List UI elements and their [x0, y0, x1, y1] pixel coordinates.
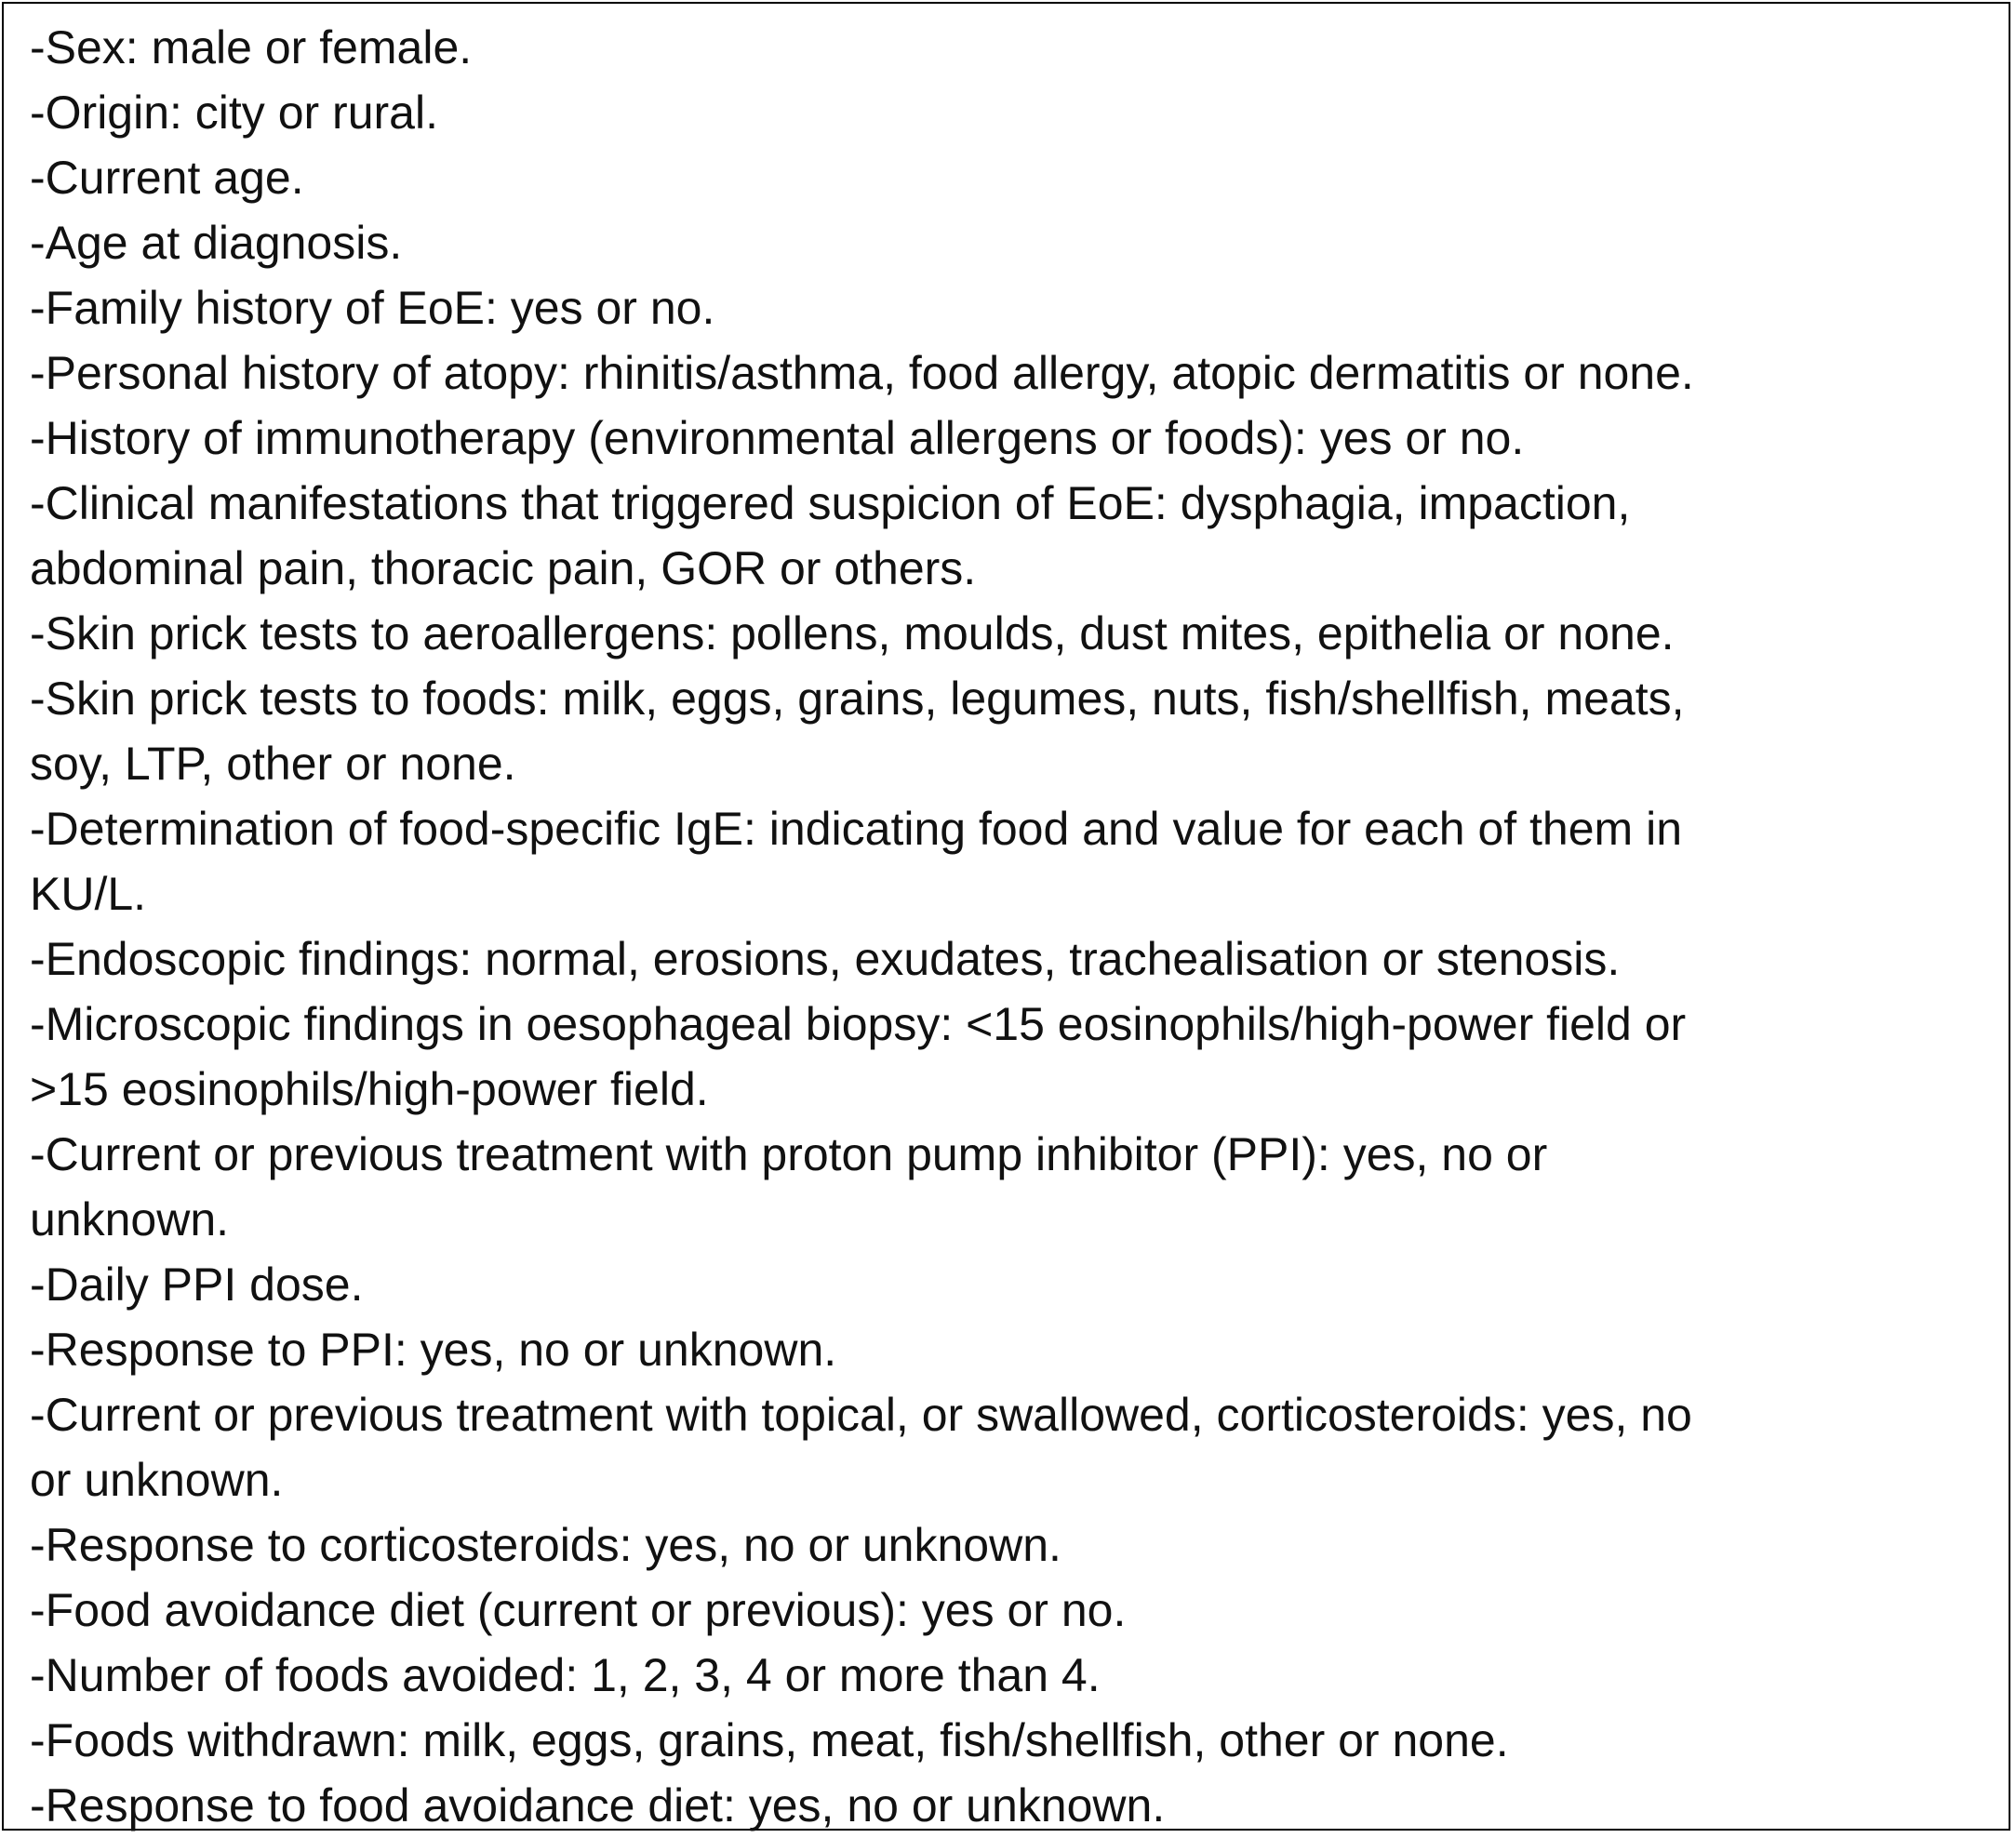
list-item-continuation: abdominal pain, thoracic pain, GOR or others.	[30, 542, 977, 594]
list-item: -Response to food avoidance diet: yes, no or unknown.	[30, 1779, 1166, 1831]
list-item: -Current or previous treatment with topical, or swallowed, corticosteroids: yes, no	[30, 1389, 1692, 1441]
list-item: -Current age.	[30, 152, 304, 204]
list-item: -Origin: city or rural.	[30, 87, 438, 139]
list-item: -Foods withdrawn: milk, eggs, grains, meat, fish/shellfish, other or none.	[30, 1714, 1509, 1766]
list-item: -Number of foods avoided: 1, 2, 3, 4 or more than 4.	[30, 1649, 1101, 1701]
list-item: -Family history of EoE: yes or no.	[30, 282, 715, 334]
list-item: -Personal history of atopy: rhinitis/asthma, food allergy, atopic dermatitis or none.	[30, 347, 1694, 399]
list-item-continuation: or unknown.	[30, 1454, 284, 1506]
list-item: -Skin prick tests to aeroallergens: pollens, moulds, dust mites, epithelia or none.	[30, 607, 1675, 659]
list-item: -History of immunotherapy (environmental allergens or foods): yes or no.	[30, 412, 1525, 464]
list-item: -Determination of food-specific IgE: indicating food and value for each of them in	[30, 803, 1683, 855]
document-frame	[2, 2, 2010, 1831]
list-item: -Microscopic findings in oesophageal biopsy: <15 eosinophils/high-power field or	[30, 998, 1687, 1050]
list-item: -Age at diagnosis.	[30, 217, 403, 269]
list-item: -Daily PPI dose.	[30, 1259, 364, 1311]
list-item: -Sex: male or female.	[30, 21, 473, 73]
list-item: -Skin prick tests to foods: milk, eggs, grains, legumes, nuts, fish/shellfish, meats,	[30, 673, 1685, 725]
variable-list	[30, 15, 1993, 1838]
list-item-continuation: soy, LTP, other or none.	[30, 738, 516, 790]
list-item: -Endoscopic findings: normal, erosions, exudates, trachealisation or stenosis.	[30, 933, 1621, 985]
list-item-continuation: KU/L.	[30, 868, 147, 920]
list-item: -Food avoidance diet (current or previous): yes or no.	[30, 1584, 1127, 1636]
list-item: -Response to PPI: yes, no or unknown.	[30, 1324, 837, 1376]
list-item: -Current or previous treatment with proton pump inhibitor (PPI): yes, no or	[30, 1128, 1548, 1180]
list-item-continuation: >15 eosinophils/high-power field.	[30, 1063, 709, 1115]
list-item: -Clinical manifestations that triggered suspicion of EoE: dysphagia, impaction,	[30, 477, 1631, 529]
list-item: -Response to corticosteroids: yes, no or unknown.	[30, 1519, 1061, 1571]
list-item-continuation: unknown.	[30, 1193, 230, 1245]
